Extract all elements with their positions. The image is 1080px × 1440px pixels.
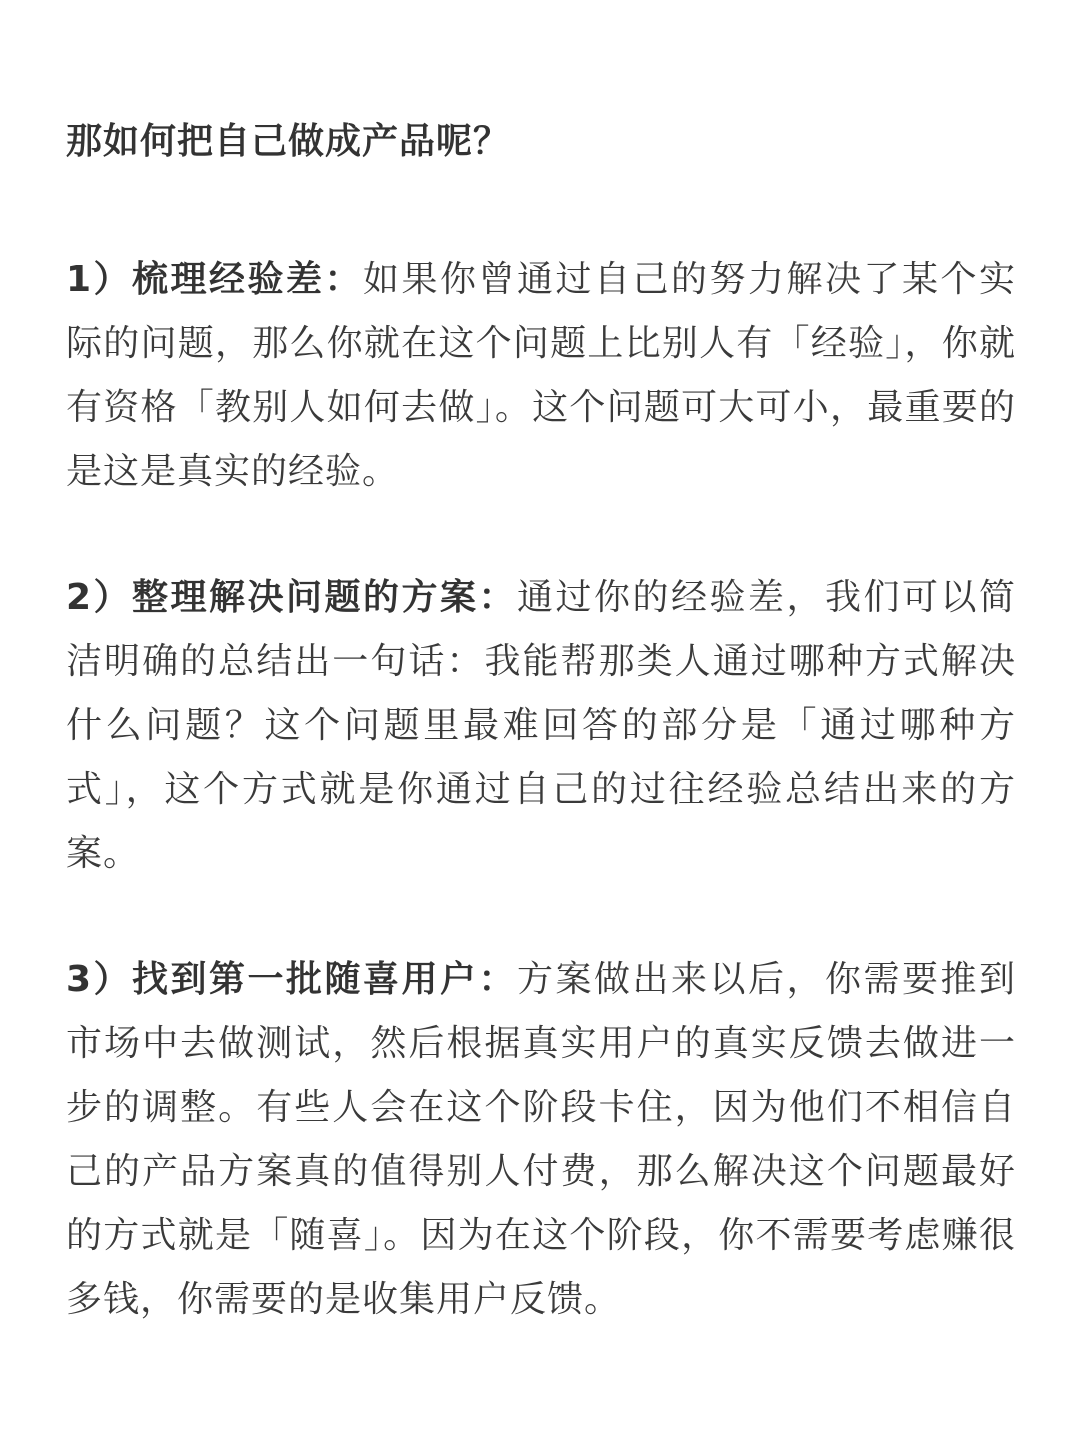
section-2 [66,566,1016,886]
section-3-label: 3）找到第一批随喜用户： [66,959,518,1000]
article-card [66,110,1016,1394]
section-2-body: 通过你的经验差，我们可以简洁明确的总结出一句话：我能帮那类人通过哪种方式解决什么问题？这个问题里最难回答的部分是「通过哪种方式」，这个方式就是你通过自己的过往经验总结出来的方案。 [66,577,1016,874]
article-title: 那如何把自己做成产品呢？ [66,121,511,162]
section-1 [66,248,1016,504]
section-3-body: 方案做出来以后，你需要推到市场中去做测试，然后根据真实用户的真实反馈去做进一步的调整。有些人会在这个阶段卡住，因为他们不相信自己的产品方案真的值得别人付费，那么解决这个问题最好的方式就是「随喜」。因为在这个阶段，你不需要考虑赚很多钱，你需要的是收集用户反馈。 [66,959,1016,1320]
section-3 [66,948,1016,1332]
section-1-body: 如果你曾通过自己的努力解决了某个实际的问题，那么你就在这个问题上比别人有「经验」，你就有资格「教别人如何去做」。这个问题可大可小，最重要的是这是真实的经验。 [66,259,1016,492]
section-1-label: 1）梳理经验差： [66,259,364,300]
section-2-label: 2）整理解决问题的方案： [66,577,518,618]
